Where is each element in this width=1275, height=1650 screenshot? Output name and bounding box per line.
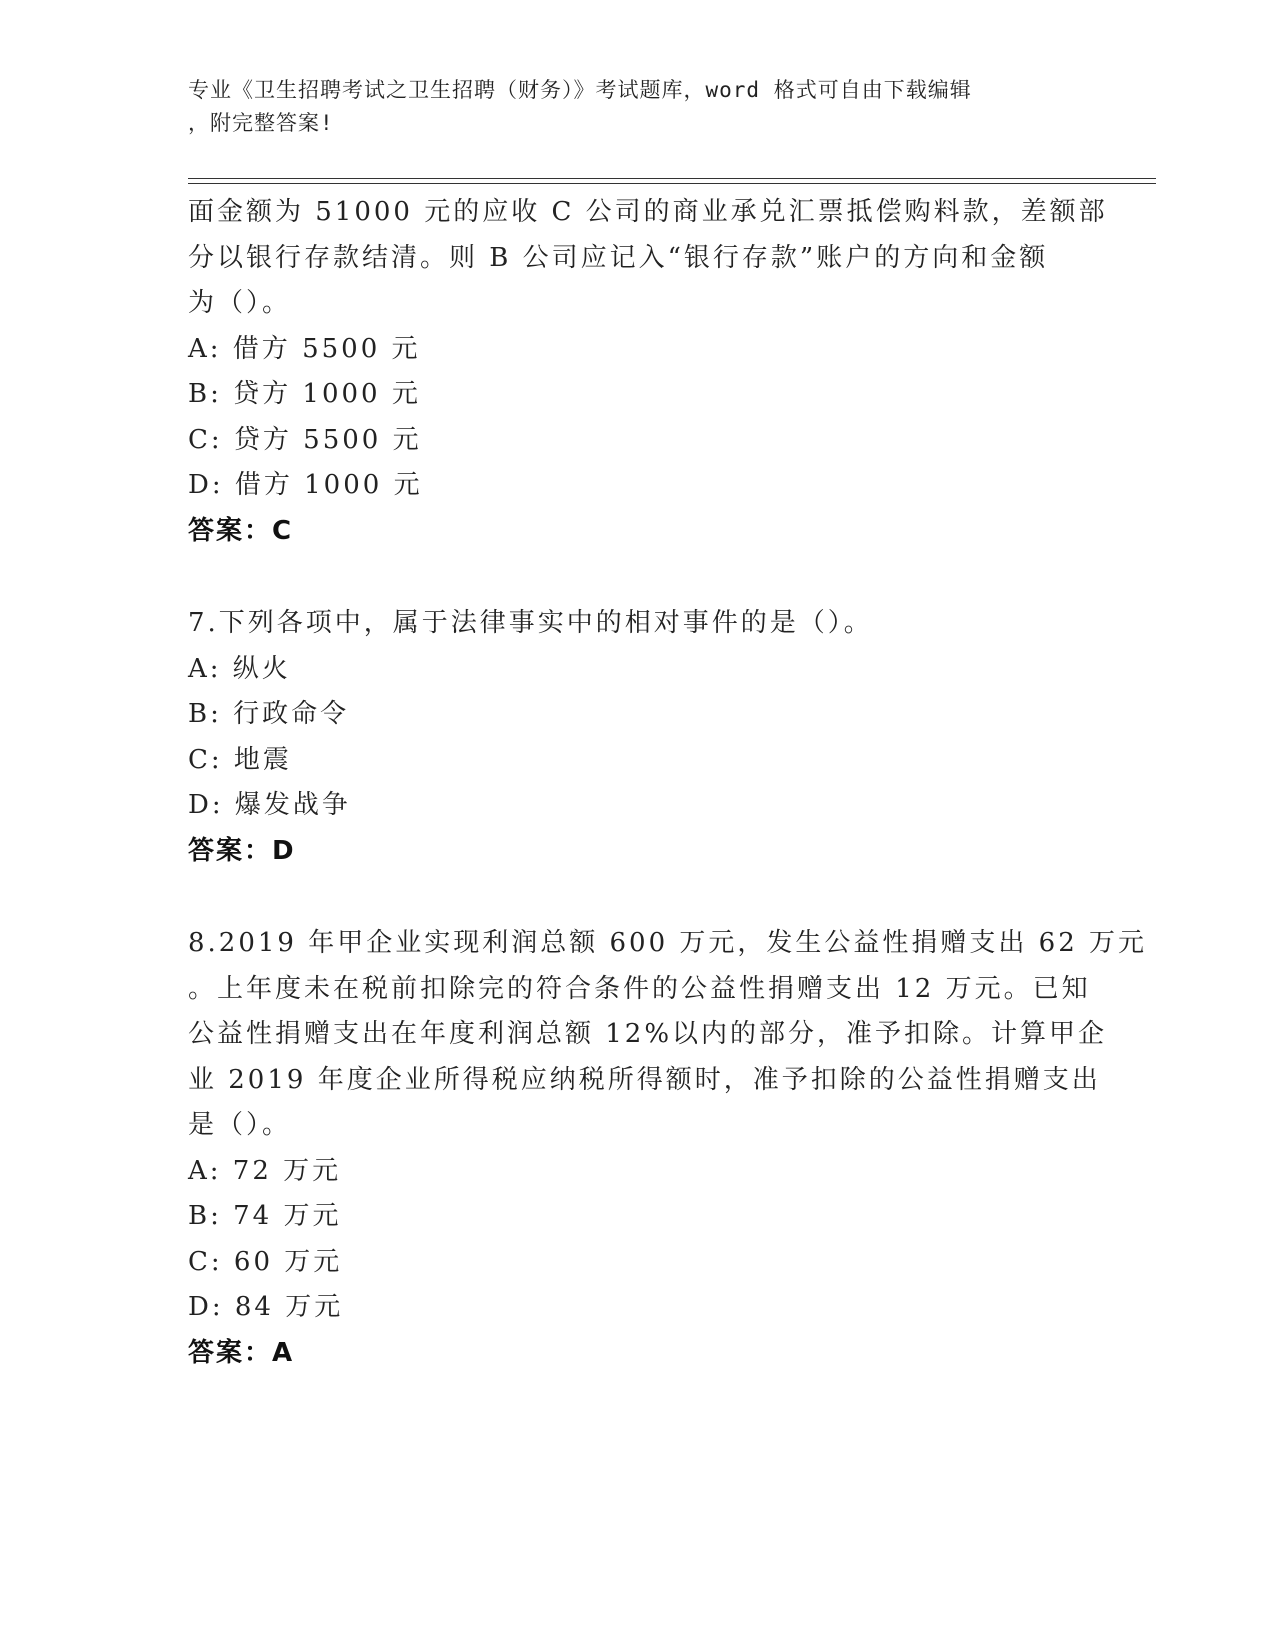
answer-line: 答案：A bbox=[188, 1337, 295, 1368]
option-c: C: 60 万元 bbox=[188, 1246, 343, 1277]
answer-line: 答案：D bbox=[188, 835, 296, 866]
question-stem-line: 。上年度未在税前扣除完的符合条件的公益性捐赠支出 12 万元。已知 bbox=[188, 973, 1091, 1004]
option-c: C: 地震 bbox=[188, 744, 292, 775]
question-6 bbox=[188, 190, 1108, 554]
option-b: B: 贷方 1000 元 bbox=[188, 379, 421, 409]
header-line-1: 专业《卫生招聘考试之卫生招聘（财务）》考试题库，word 格式可自由下载编辑 bbox=[188, 78, 972, 102]
question-list bbox=[188, 190, 1148, 1376]
option-a: A: 72 万元 bbox=[188, 1155, 342, 1186]
question-stem-line: 公益性捐赠支出在年度利润总额 12%以内的部分，准予扣除。计算甲企 bbox=[188, 1019, 1108, 1049]
question-8 bbox=[188, 921, 1148, 1376]
option-b: B: 74 万元 bbox=[188, 1201, 342, 1231]
header-divider-bottom bbox=[188, 183, 1156, 184]
question-stem-line: 8.2019 年甲企业实现利润总额 600 万元，发生公益性捐赠支出 62 万元 bbox=[188, 928, 1148, 958]
option-a: A: 借方 5500 元 bbox=[188, 333, 421, 364]
question-7 bbox=[188, 601, 1088, 874]
question-stem-line: 为（）。 bbox=[188, 288, 292, 318]
option-d: D: 借方 1000 元 bbox=[188, 470, 423, 500]
option-d: D: 爆发战争 bbox=[188, 790, 351, 820]
document-header bbox=[188, 74, 1088, 140]
question-stem-line: 分以银行存款结清。则 B 公司应记入“银行存款”账户的方向和金额 bbox=[188, 242, 1049, 273]
question-stem-line: 面金额为 51000 元的应收 C 公司的商业承兑汇票抵偿购料款，差额部 bbox=[188, 197, 1108, 227]
question-spacer bbox=[188, 554, 1088, 601]
header-divider-top bbox=[188, 178, 1156, 179]
question-stem-line: 业 2019 年度企业所得税应纳税所得额时，准予扣除的公益性捐赠支出 bbox=[188, 1064, 1101, 1095]
option-b: B: 行政命令 bbox=[188, 699, 350, 729]
option-d: D: 84 万元 bbox=[188, 1292, 344, 1322]
answer-line: 答案：C bbox=[188, 515, 294, 546]
question-stem-line: 7.下列各项中，属于法律事实中的相对事件的是（）。 bbox=[188, 608, 873, 638]
option-c: C: 贷方 5500 元 bbox=[188, 424, 422, 455]
question-stem-line: 是（）。 bbox=[188, 1110, 292, 1140]
header-line-2: ，附完整答案! bbox=[188, 111, 334, 135]
option-a: A: 纵火 bbox=[188, 653, 291, 684]
question-spacer bbox=[188, 874, 1088, 921]
